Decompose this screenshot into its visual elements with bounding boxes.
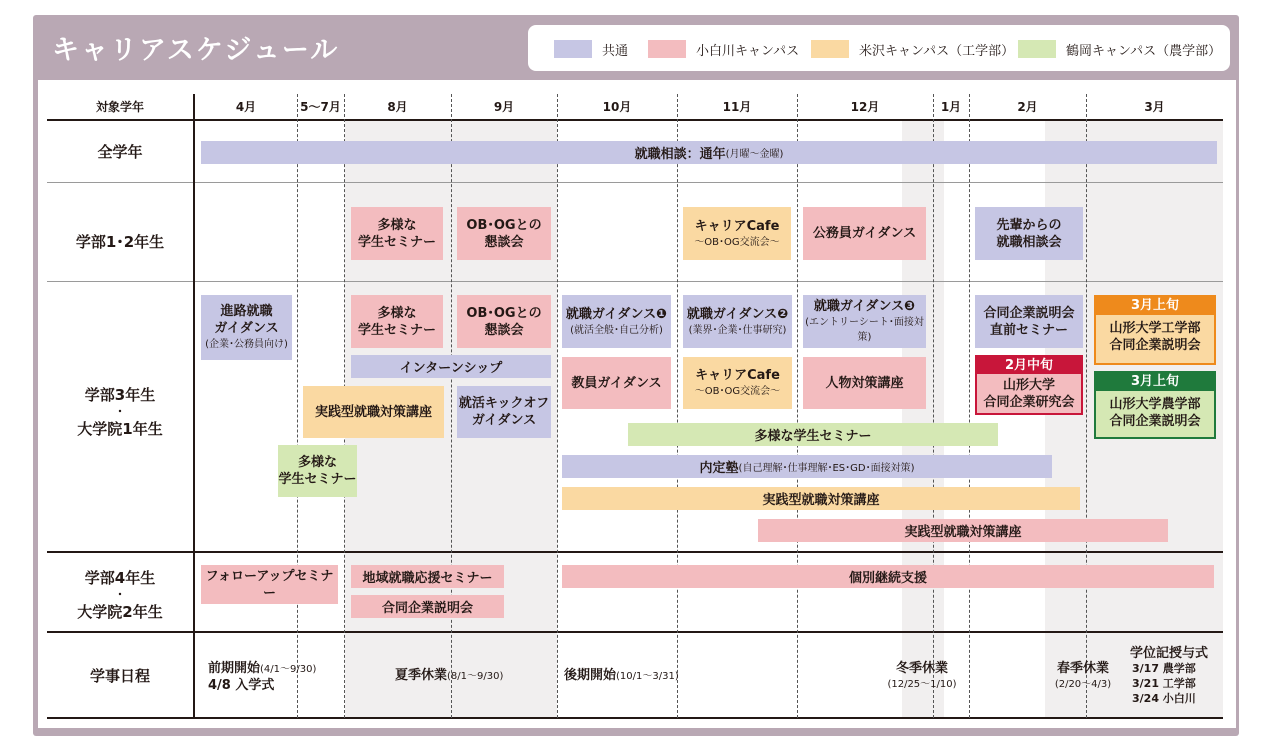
month-divider	[677, 94, 678, 718]
legend-item-kojirakawa: 小白川キャンパス	[648, 39, 799, 59]
header-target: 対象学年	[95, 100, 144, 114]
degree-ceremony: 学位記授与式 3/17 農学部 3/21 工学部 3/24 小白川	[1130, 646, 1209, 705]
month-divider	[557, 94, 558, 718]
month-header: 11月	[722, 100, 752, 114]
y3-job-guidance-3: 就職ガイダンス❸ (エントリーシート･面接対策)	[803, 295, 926, 348]
month-header: 8月	[387, 100, 408, 114]
spring-vacation: 春季休業 (2/20〜4/3)	[1054, 661, 1112, 690]
y3-practical-course-long: 実践型就職対策講座	[562, 487, 1080, 510]
legend-swatch-tsuruoka	[1018, 40, 1056, 58]
y12-diverse-seminar: 多様な 学生セミナー	[351, 207, 443, 260]
month-header: 5〜7月	[300, 100, 341, 114]
y4-individual-support: 個別継続支援	[562, 565, 1214, 588]
y3-teacher-guidance: 教員ガイダンス	[562, 357, 671, 409]
legend-item-yonezawa: 米沢キャンパス（工学部）	[811, 39, 1014, 59]
y12-senior-consultation: 先輩からの 就職相談会	[975, 207, 1083, 260]
row-label-all: 全学年	[97, 143, 143, 161]
y3-practical-course-pink: 実践型就職対策講座	[758, 519, 1168, 542]
month-header: 3月	[1144, 100, 1165, 114]
y4-joint-fair: 合同企業説明会	[351, 595, 504, 618]
row-divider	[47, 281, 1223, 282]
entrance-ceremony: 4/8 入学式	[208, 678, 275, 693]
y3-obog-meeting: OB･OGとの 懇談会	[457, 295, 551, 348]
y12-obog-meeting: OB･OGとの 懇談会	[457, 207, 551, 260]
label-column-rule	[193, 94, 195, 718]
y3-march-engineering-fair: 3月上旬 山形大学工学部 合同企業説明会	[1094, 295, 1216, 365]
month-divider	[1086, 94, 1087, 718]
y3-naitei-juku: 内定塾 (自己理解･仕事理解･ES･GD･面接対策)	[562, 455, 1052, 478]
legend-item-tsuruoka: 鶴岡キャンパス（農学部）	[1018, 39, 1221, 59]
y4-followup-seminar: フォローアップセミナー	[201, 565, 338, 604]
y3-diverse-seminar: 多様な 学生セミナー	[351, 295, 443, 348]
month-header: 10月	[602, 100, 632, 114]
legend-swatch-common	[554, 40, 592, 58]
month-header: 2月	[1017, 100, 1038, 114]
legend-swatch-kojirakawa	[648, 40, 686, 58]
first-term-start: 前期開始(4/1〜9/30)	[208, 661, 317, 676]
row-label-year4: 学部4年生 ・ 大学院2年生	[77, 569, 163, 621]
y3-career-cafe: キャリアCafe 〜OB･OG交流会〜	[683, 357, 792, 409]
y3-march-agriculture-fair: 3月上旬 山形大学農学部 合同企業説明会	[1094, 371, 1216, 439]
month-divider	[969, 94, 970, 718]
y3-career-guidance: 進路就職 ガイダンス (企業･公務員向け)	[201, 295, 292, 360]
month-header: 4月	[235, 100, 257, 114]
month-header: 9月	[493, 100, 515, 114]
y3-practical-course-yonezawa: 実践型就職対策講座	[303, 386, 444, 438]
row-divider	[47, 631, 1223, 633]
page-title: キャリアスケジュール	[52, 35, 340, 66]
y3-joint-pre-seminar: 合同企業説明会 直前セミナー	[975, 295, 1083, 348]
legend-swatch-yonezawa	[811, 40, 849, 58]
consultation-bar: 就職相談：通年 (月曜～金曜)	[201, 141, 1217, 164]
legend-item-common: 共通	[554, 39, 628, 59]
row-label-academic: 学事日程	[89, 667, 150, 685]
month-divider	[797, 94, 798, 718]
y3-personnel-course: 人物対策講座	[803, 357, 926, 409]
month-divider	[451, 94, 452, 718]
y3-diverse-seminar-tsuruoka: 多様な学生セミナー	[628, 423, 998, 446]
header-rule	[47, 119, 1223, 121]
y12-career-cafe: キャリアCafe 〜OB･OG交流会〜	[683, 207, 791, 260]
y3-kickoff-guidance: 就活キックオフ ガイダンス	[457, 386, 551, 438]
y3-job-guidance-2: 就職ガイダンス❷ (業界･企業･仕事研究)	[683, 295, 792, 348]
month-header: 12月	[850, 100, 880, 114]
month-header: 1月	[940, 100, 962, 114]
y3-internship: インターンシップ	[351, 355, 551, 378]
row-label-year12: 学部1･2年生	[75, 233, 165, 251]
month-divider	[933, 94, 934, 718]
y3-diverse-seminar-small: 多様な 学生セミナー	[278, 445, 357, 497]
row-label-year3: 学部3年生 ・ 大学院1年生	[77, 386, 163, 438]
y12-civil-service-guidance: 公務員ガイダンス	[803, 207, 926, 260]
y3-job-guidance-1: 就職ガイダンス❶ (就活全般･自己分析)	[562, 295, 671, 348]
row-divider	[47, 182, 1223, 183]
summer-vacation: 夏季休業(8/1〜9/30)	[395, 668, 504, 683]
y3-feb-research-fair: 2月中旬 山形大学 合同企業研究会	[975, 355, 1083, 415]
legend	[528, 25, 1230, 71]
row-divider	[47, 551, 1223, 553]
y4-regional-seminar: 地域就職応援セミナー	[351, 565, 504, 588]
month-divider	[297, 94, 298, 718]
winter-vacation: 冬季休業 (12/25〜1/10)	[887, 661, 957, 690]
bottom-rule	[47, 717, 1223, 719]
second-term-start: 後期開始(10/1〜3/31)	[564, 668, 679, 683]
